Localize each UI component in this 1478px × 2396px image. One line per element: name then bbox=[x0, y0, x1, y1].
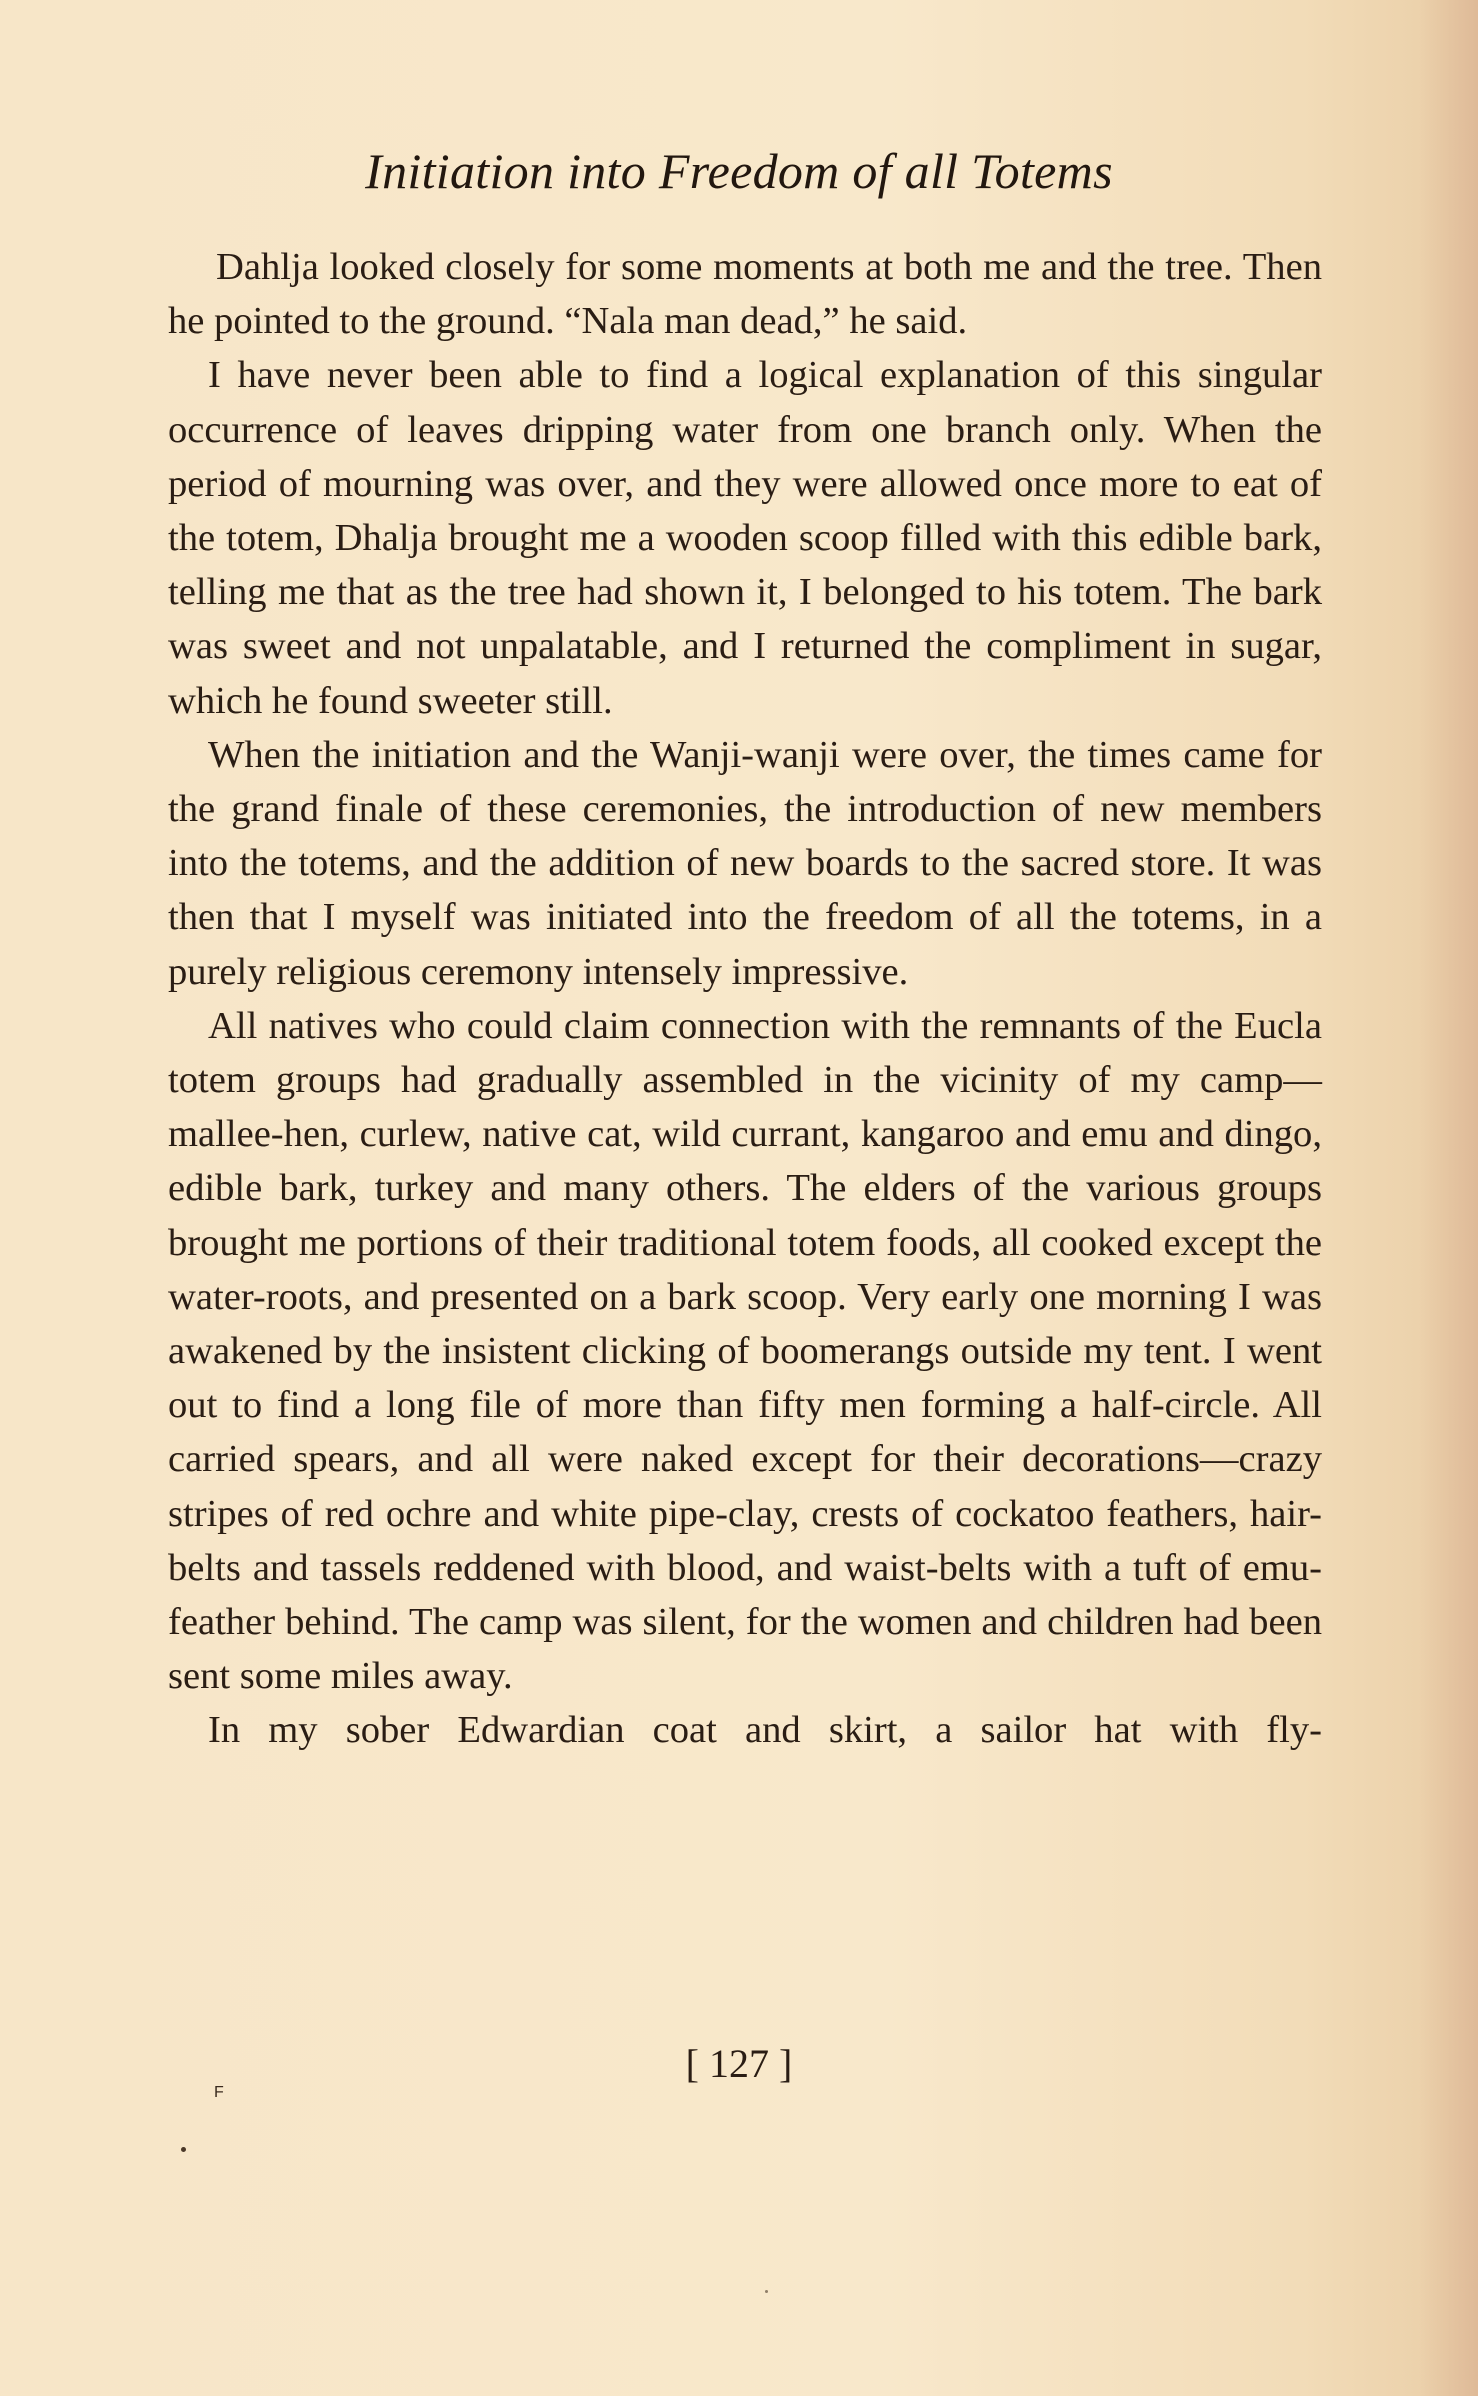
paragraph-4: All natives who could claim connection with the remnants of the Eucla totem groups had gradually assembled in the vicinity of my camp—mallee-hen, curlew, native cat, wild currant, kangaroo and emu and dingo, edible bark, turkey and many others. The elders of the various groups brought me portions of their traditional totem foods, all cooked except the water-roots, and presented on a bark scoop. Very early one morning I was awakened by the insistent clicking of boomerangs outside my tent. I went out to find a long file of more than fifty men forming a half-circle. All carried spears, and all were naked except for their decorations—crazy stripes of red ochre and white pipe-clay, crests of cockatoo feathers, hair-belts and tassels reddened with blood, and waist-belts with a tuft of emu-feather behind. The camp was silent, for the women and children had been sent some miles away. bbox=[168, 1004, 1322, 1698]
paper-speck bbox=[181, 2147, 186, 2152]
paragraph-2: I have never been able to find a logical explanation of this singular occurrence of leaves dripping water from one branch only. When the period of mourning was over, and they were allowed once more to eat of the totem, Dhalja brought me a wooden scoop filled with this edible bark, telling me that as the tree had shown it, I belonged to his totem. The bark was sweet and not unpalatable, and I returned the compliment in sugar, which he found sweeter still. bbox=[168, 354, 1322, 722]
paper-speck bbox=[765, 2290, 768, 2293]
body-text bbox=[168, 240, 1322, 1758]
paragraph-5: In my sober Edwardian coat and skirt, a sailor hat with fly- bbox=[208, 1709, 1322, 1752]
paragraph-3: When the initiation and the Wanji-wanji were over, the times came for the grand finale of these ceremonies, the introduction of new members into the totems, and the addition of new boards to the sacred store. It was then that I myself was initiated into the freedom of all the totems, in a purely religious ceremony intensely impressive. bbox=[168, 733, 1322, 993]
page-edge-shading bbox=[1418, 0, 1478, 2396]
page-number: [ 127 ] bbox=[685, 2041, 793, 2086]
signature-mark: F bbox=[214, 2084, 224, 2101]
paragraph-1: Dahlja looked closely for some moments at both me and the tree. Then he pointed to the ground. “Nala man dead,” he said. bbox=[168, 246, 1322, 343]
running-head: Initiation into Freedom of all Totems bbox=[365, 143, 1113, 199]
